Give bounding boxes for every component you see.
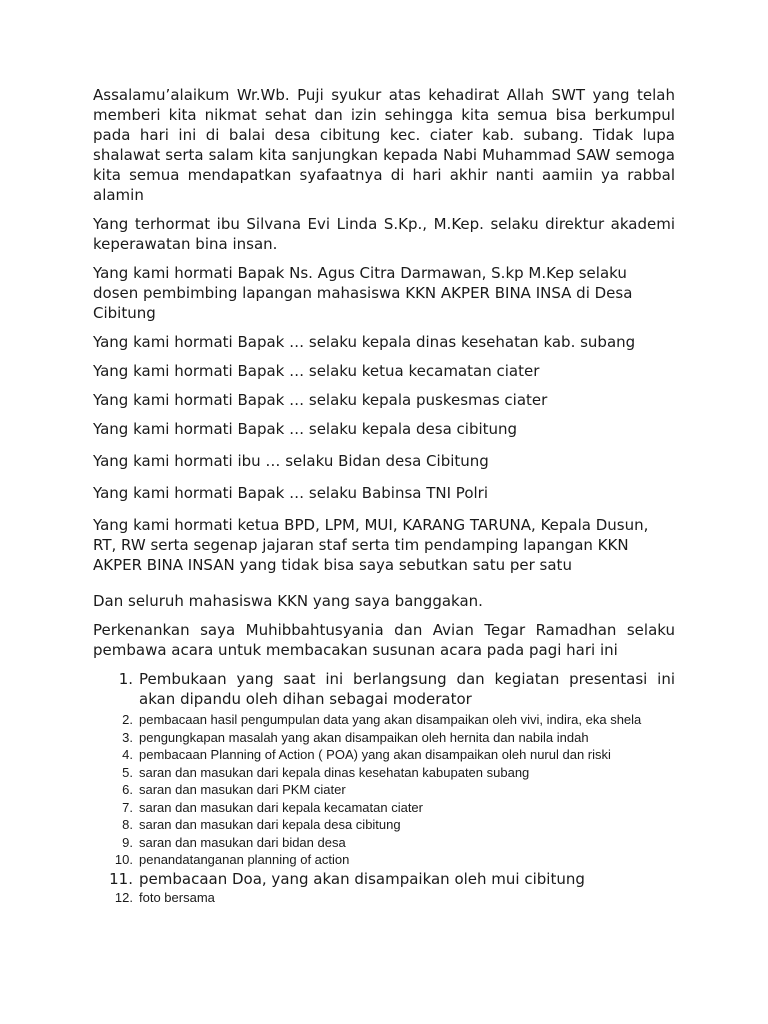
agenda-item-number: 8. (122, 817, 133, 832)
greeting-director-paragraph: Yang terhormat ibu Silvana Evi Linda S.Kp., M.Kep. selaku direktur akademi keperawatan bina insan. (93, 215, 675, 253)
greeting-village-head-paragraph: Yang kami hormati Bapak … selaku kepala desa cibitung (93, 420, 518, 438)
agenda-item-number: 10. (114, 852, 133, 867)
greeting-health-office-paragraph: Yang kami hormati Bapak … selaku kepala dinas kesehatan kab. subang (93, 333, 636, 351)
agenda-item-text: saran dan masukan dari kepala dinas kesehatan kabupaten subang (139, 764, 530, 780)
agenda-item-number: 6. (122, 782, 133, 797)
agenda-list (93, 669, 675, 906)
agenda-item-text: saran dan masukan dari kepala kecamatan ciater (139, 799, 423, 815)
agenda-item (93, 711, 675, 729)
agenda-item-text: pengungkapan masalah yang akan disampaikan oleh hernita dan nabila indah (139, 729, 589, 745)
agenda-item (93, 869, 675, 889)
greeting-district-head-paragraph: Yang kami hormati Bapak … selaku ketua kecamatan ciater (93, 362, 540, 380)
greeting-puskesmas-head-paragraph: Yang kami hormati Bapak … selaku kepala puskesmas ciater (93, 391, 548, 409)
agenda-item (93, 729, 675, 747)
agenda-item (93, 816, 675, 834)
agenda-item-number: 4. (122, 747, 133, 762)
agenda-item (93, 746, 675, 764)
agenda-item-text: pembacaan Planning of Action ( POA) yang akan disampaikan oleh nurul dan riski (139, 747, 611, 762)
agenda-item-number: 2. (122, 712, 133, 727)
greeting-supervisor-paragraph: Yang kami hormati Bapak Ns. Agus Citra Darmawan, S.kp M.Kep selaku dosen pembimbing lapangan mahasiswa KKN AKPER BINA INSA di Desa Cibitung (93, 264, 633, 322)
agenda-item-text: saran dan masukan dari PKM ciater (139, 782, 346, 797)
agenda-item-text: saran dan masukan dari kepala desa cibitung (139, 817, 401, 832)
agenda-item-number: 11. (109, 869, 133, 888)
agenda-item (93, 851, 675, 869)
agenda-item-number: 7. (122, 799, 133, 815)
agenda-item-text: Pembukaan yang saat ini berlangsung dan kegiatan presentasi ini akan dipandu oleh dihan sebagai moderator (139, 670, 675, 708)
agenda-item-number: 5. (122, 764, 133, 780)
agenda-item-number: 1. (118, 670, 133, 688)
opening-greeting-paragraph: Assalamu’alaikum Wr.Wb. Puji syukur atas kehadirat Allah SWT yang telah memberi kita nikmat sehat dan izin sehingga kita semua bisa berkumpul pada hari ini di balai desa cibitung kec. ciater kab. subang. Tidak lupa shalawat serta salam kita sanjungkan kepada Nabi Muhammad SAW semoga kita semua mendapatkan syafaatnya di hari akhir nanti aamiin ya rabbal alamin (93, 86, 675, 204)
greeting-students-paragraph: Dan seluruh mahasiswa KKN yang saya banggakan. (93, 592, 483, 610)
agenda-item-text: pembacaan Doa, yang akan disampaikan oleh mui cibitung (139, 869, 585, 888)
agenda-item (93, 781, 675, 799)
agenda-item-number: 3. (122, 729, 133, 745)
agenda-item-text: saran dan masukan dari bidan desa (139, 834, 346, 850)
agenda-item-text: foto bersama (139, 889, 215, 905)
agenda-item (93, 764, 675, 782)
agenda-item-number: 12. (114, 889, 133, 905)
agenda-item-text: pembacaan hasil pengumpulan data yang akan disampaikan oleh vivi, indira, eka shela (139, 712, 642, 727)
greeting-babinsa-paragraph: Yang kami hormati Bapak … selaku Babinsa TNI Polri (93, 484, 488, 502)
agenda-item (93, 834, 675, 852)
mc-introduction-paragraph: Perkenankan saya Muhibbahtusyania dan Avian Tegar Ramadhan selaku pembawa acara untuk membacakan susunan acara pada pagi hari ini (93, 621, 675, 659)
document-page (93, 85, 675, 906)
agenda-item-number: 9. (122, 834, 133, 850)
agenda-item-text: penandatanganan planning of action (139, 852, 350, 867)
agenda-item (93, 889, 675, 907)
agenda-item (93, 799, 675, 817)
agenda-item (93, 669, 675, 709)
greeting-midwife-paragraph: Yang kami hormati ibu … selaku Bidan desa Cibitung (93, 452, 489, 470)
greeting-organizations-paragraph: Yang kami hormati ketua BPD, LPM, MUI, KARANG TARUNA, Kepala Dusun, RT, RW serta segenap jajaran staf serta tim pendamping lapangan KKN AKPER BINA INSAN yang tidak bisa saya sebutkan satu per satu (93, 516, 649, 574)
